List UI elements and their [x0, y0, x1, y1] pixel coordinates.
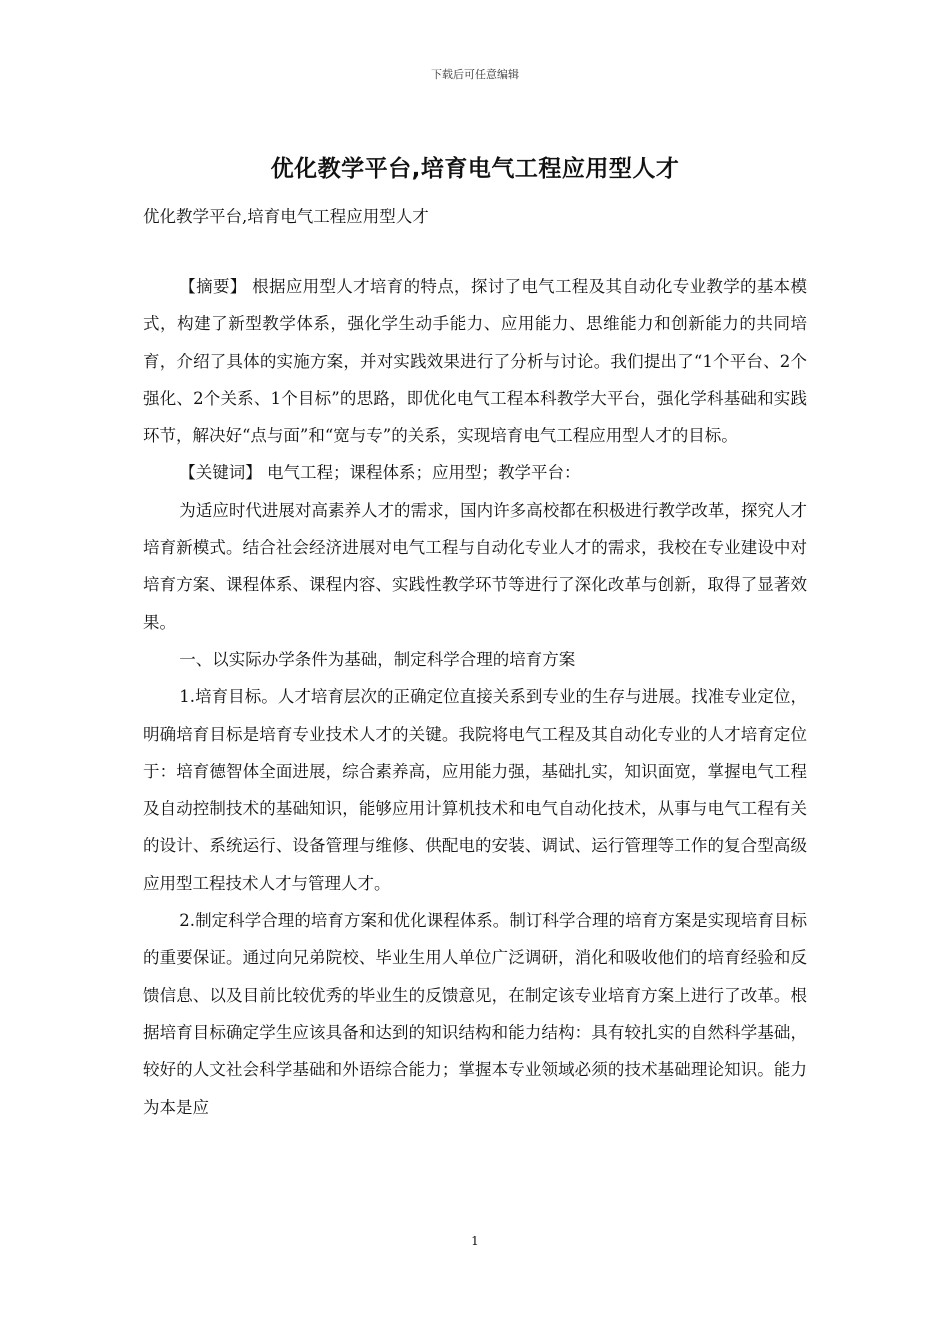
document-body	[143, 268, 807, 1126]
abstract-label: 【摘要】	[179, 277, 247, 296]
body-paragraph: 2.制定科学合理的培育方案和优化课程体系。制订科学合理的培育方案是实现培育目标的重要保证。通过向兄弟院校、毕业生用人单位广泛调研，消化和吸收他们的培育经验和反馈信息、以及目前比较优秀的毕业生的反馈意见，在制定该专业培育方案上进行了改革。根据培育目标确定学生应该具备和达到的知识结构和能力结构：具有较扎实的自然科学基础，较好的人文社会科学基础和外语综合能力；掌握本专业领域必须的技术基础理论知识。能力为本是应	[143, 911, 807, 1117]
keywords-text: 电气工程；课程体系；应用型；教学平台：	[267, 463, 581, 483]
header-note: 下载后可任意编辑	[431, 68, 519, 81]
page-number: 1	[471, 1234, 479, 1248]
keywords-label: 【关键词】	[179, 463, 262, 483]
body-paragraph: 1.培育目标。人才培育层次的正确定位直接关系到专业的生存与进展。找准专业定位，明确培育目标是培育专业技术人才的关键。我院将电气工程及其自动化专业的人才培育定位于：培育德智体全面进展，综合素养高，应用能力强，基础扎实，知识面宽，掌握电气工程及自动控制技术的基础知识，能够应用计算机技术和电气自动化技术，从事与电气工程有关的设计、系统运行、设备管理与维修、供配电的安装、调试、运行管理等工作的复合型高级应用型工程技术人才与管理人才。	[143, 687, 807, 893]
document-title: 优化教学平台,培育电气工程应用型人才	[270, 156, 680, 182]
body-paragraph: 为适应时代进展对高素养人才的需求，国内许多高校都在积极进行教学改革，探究人才培育新模式。结合社会经济进展对电气工程与自动化专业人才的需求，我校在专业建设中对培育方案、课程体系、课程内容、实践性教学环节等进行了深化改革与创新，取得了显著效果。	[143, 500, 807, 632]
document-subtitle: 优化教学平台,培育电气工程应用型人才	[143, 207, 429, 226]
abstract-text: 根据应用型人才培育的特点，探讨了电气工程及其自动化专业教学的基本模式，构建了新型教学体系，强化学生动手能力、应用能力、思维能力和创新能力的共同培育，介绍了具体的实施方案，并对实践效果进行了分析与讨论。我们提出了“1个平台、2个强化、2个关系、1个目标”的思路，即优化电气工程本科教学大平台，强化学科基础和实践环节，解决好“点与面”和“宽与专”的关系，实现培育电气工程应用型人才的目标。	[143, 277, 808, 446]
keywords-paragraph	[143, 454, 807, 491]
abstract-paragraph	[143, 268, 807, 454]
section-heading: 一、以实际办学条件为基础，制定科学合理的培育方案	[179, 649, 576, 669]
